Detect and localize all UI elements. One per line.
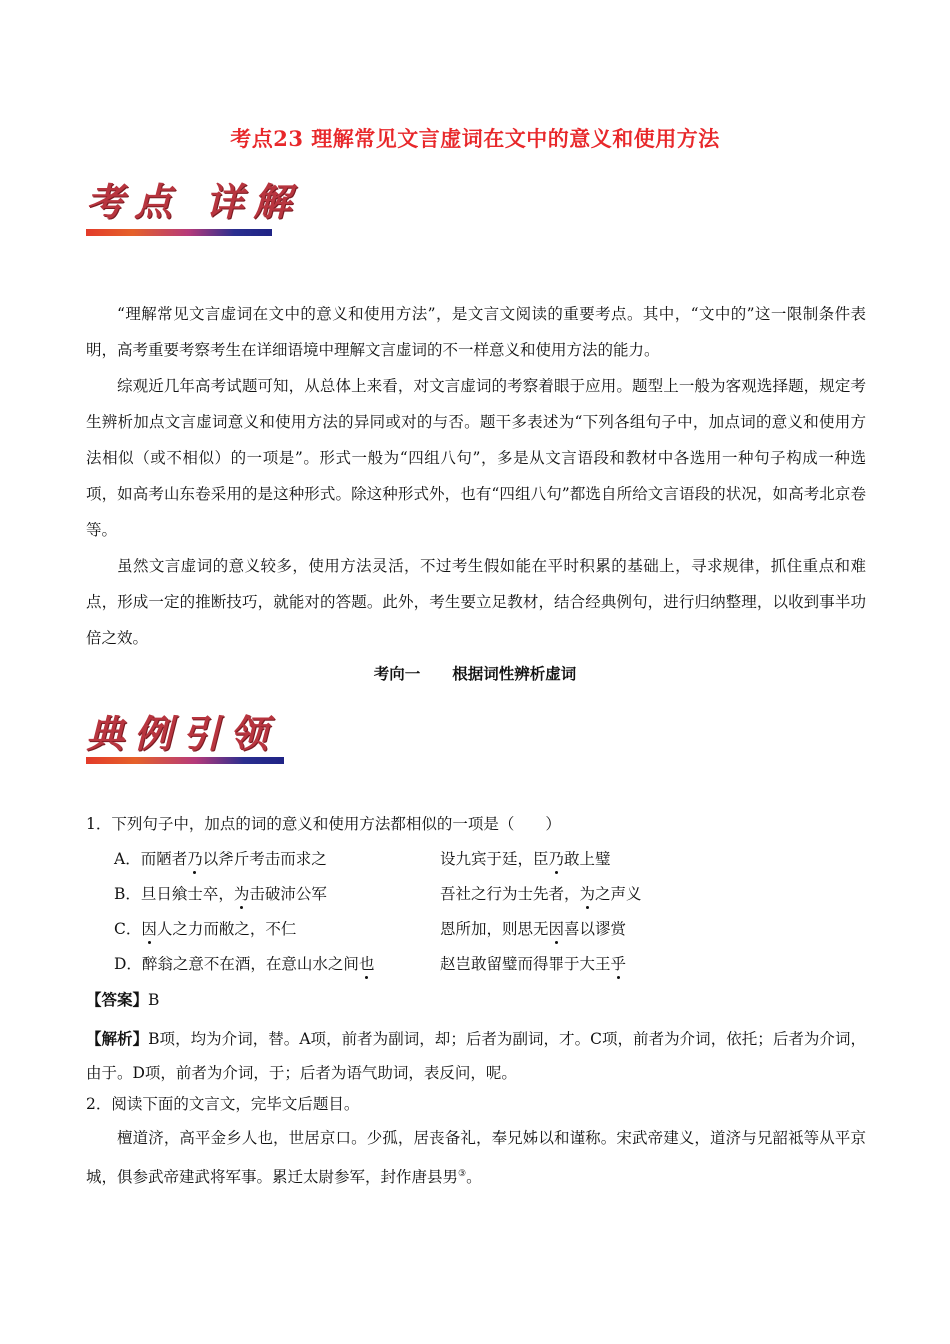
banner-gradient-bar [86, 757, 284, 764]
dotted-word: 乃 [549, 847, 565, 869]
banner-gradient-bar [86, 229, 272, 236]
answer-value: B [148, 991, 160, 1009]
option-c-right: 恩所加，则思无因喜以谬赏 [440, 917, 626, 939]
paragraph-3: 虽然文言虚词的意义较多，使用方法灵活，不过考生假如能在平时积累的基础上，寻求规律，抓住重点和难点，形成一定的推断技巧，就能对的答题。此外，考生要立足教材，结合经典例句，进行归纳整理，以收到事半功倍之效。 [86, 557, 866, 647]
section-banner-dianli [86, 712, 278, 756]
option-a-right: 设九宾于廷，臣乃敢上璧 [440, 847, 611, 869]
answer-label: 【答案】 [86, 991, 149, 1009]
banner-text: 典例引领 [86, 711, 279, 756]
option-a-left: A．而陋者乃以斧斤考击而求之 [114, 847, 327, 869]
analysis-label: 【解析】 [86, 1030, 149, 1048]
analysis-paragraph [86, 1022, 866, 1090]
option-d-right: 赵岂敢留璧而得罪于大王乎 [440, 952, 626, 974]
banner-text: 考点 详解 [86, 179, 302, 224]
subheading-text: 根据词性辨析虚词 [452, 665, 577, 683]
question-2-stem: 2．阅读下面的文言文，完毕文后题目。 [86, 1095, 360, 1113]
dotted-word: 因 [549, 917, 565, 939]
dotted-word: 乃 [187, 847, 203, 869]
question-1-stem: 1．下列句子中，加点的词的意义和使用方法都相似的一项是（ ） [86, 815, 561, 833]
page-title: 考点23 理解常见文言虚词在文中的意义和使用方法 [230, 126, 720, 151]
analysis-text: B项，均为介词，替。A项，前者为副词，却；后者为副词，才。C项，前者为介词，依托；后者为介词，由于。D项，前者为介词，于；后者为语气助词，表反问，呢。 [86, 1030, 866, 1082]
option-b-left: B．旦日飨士卒，为击破沛公军 [114, 882, 327, 904]
passage-text: 檀道济，高平金乡人也，世居京口。少孤，居丧备礼，奉兄姊以和谨称。宋武帝建义，道济与兄韶祗等从平京城，俱参武帝建武将军事。累迁太尉参军，封作唐县男 [86, 1129, 866, 1187]
section-banner-kaodian [86, 180, 301, 224]
passage-end: 。 [466, 1168, 482, 1187]
paragraph-1: “理解常见文言虚词在文中的意义和使用方法”，是文言文阅读的重要考点。其中，“文中的”这一限制条件表明，高考重要考察考生在详细语境中理解文言虚词的不一样意义和使用方法的能力。 [86, 305, 866, 359]
paragraph-2: 综观近几年高考试题可知，从总体上来看，对文言虚词的考察着眼于应用。题型上一般为客观选择题，规定考生辨析加点文言虚词意义和使用方法的异同或对的与否。题干多表述为“下列各组句子中，加点词的意义和使用方法相似（或不相似）的一项是”。形式一般为“四组八句”，多是从文言语段和教材中各选用一种句子构成一种选项，如高考山东卷采用的是这种形式。除这种形式外，也有“四组八句”都选自所给文言语段的状况，如高考北京卷等。 [86, 377, 866, 539]
dotted-word: 也 [359, 952, 375, 974]
dotted-word: 因 [141, 917, 157, 939]
section-subheading [0, 662, 950, 684]
dotted-word: 为 [580, 882, 596, 904]
option-b-right: 吾社之行为士先者，为之声义 [440, 882, 642, 904]
footnote-marker: ③ [458, 1169, 467, 1179]
option-d-left: D．醉翁之意不在酒，在意山水之间也 [114, 952, 374, 974]
dotted-word: 为 [234, 882, 250, 904]
answer-line [86, 988, 159, 1010]
passage-paragraph [86, 1120, 866, 1195]
dotted-word: 乎 [611, 952, 627, 974]
option-c-left: C．因人之力而敝之，不仁 [114, 917, 296, 939]
subheading-label: 考向一 [373, 665, 421, 683]
